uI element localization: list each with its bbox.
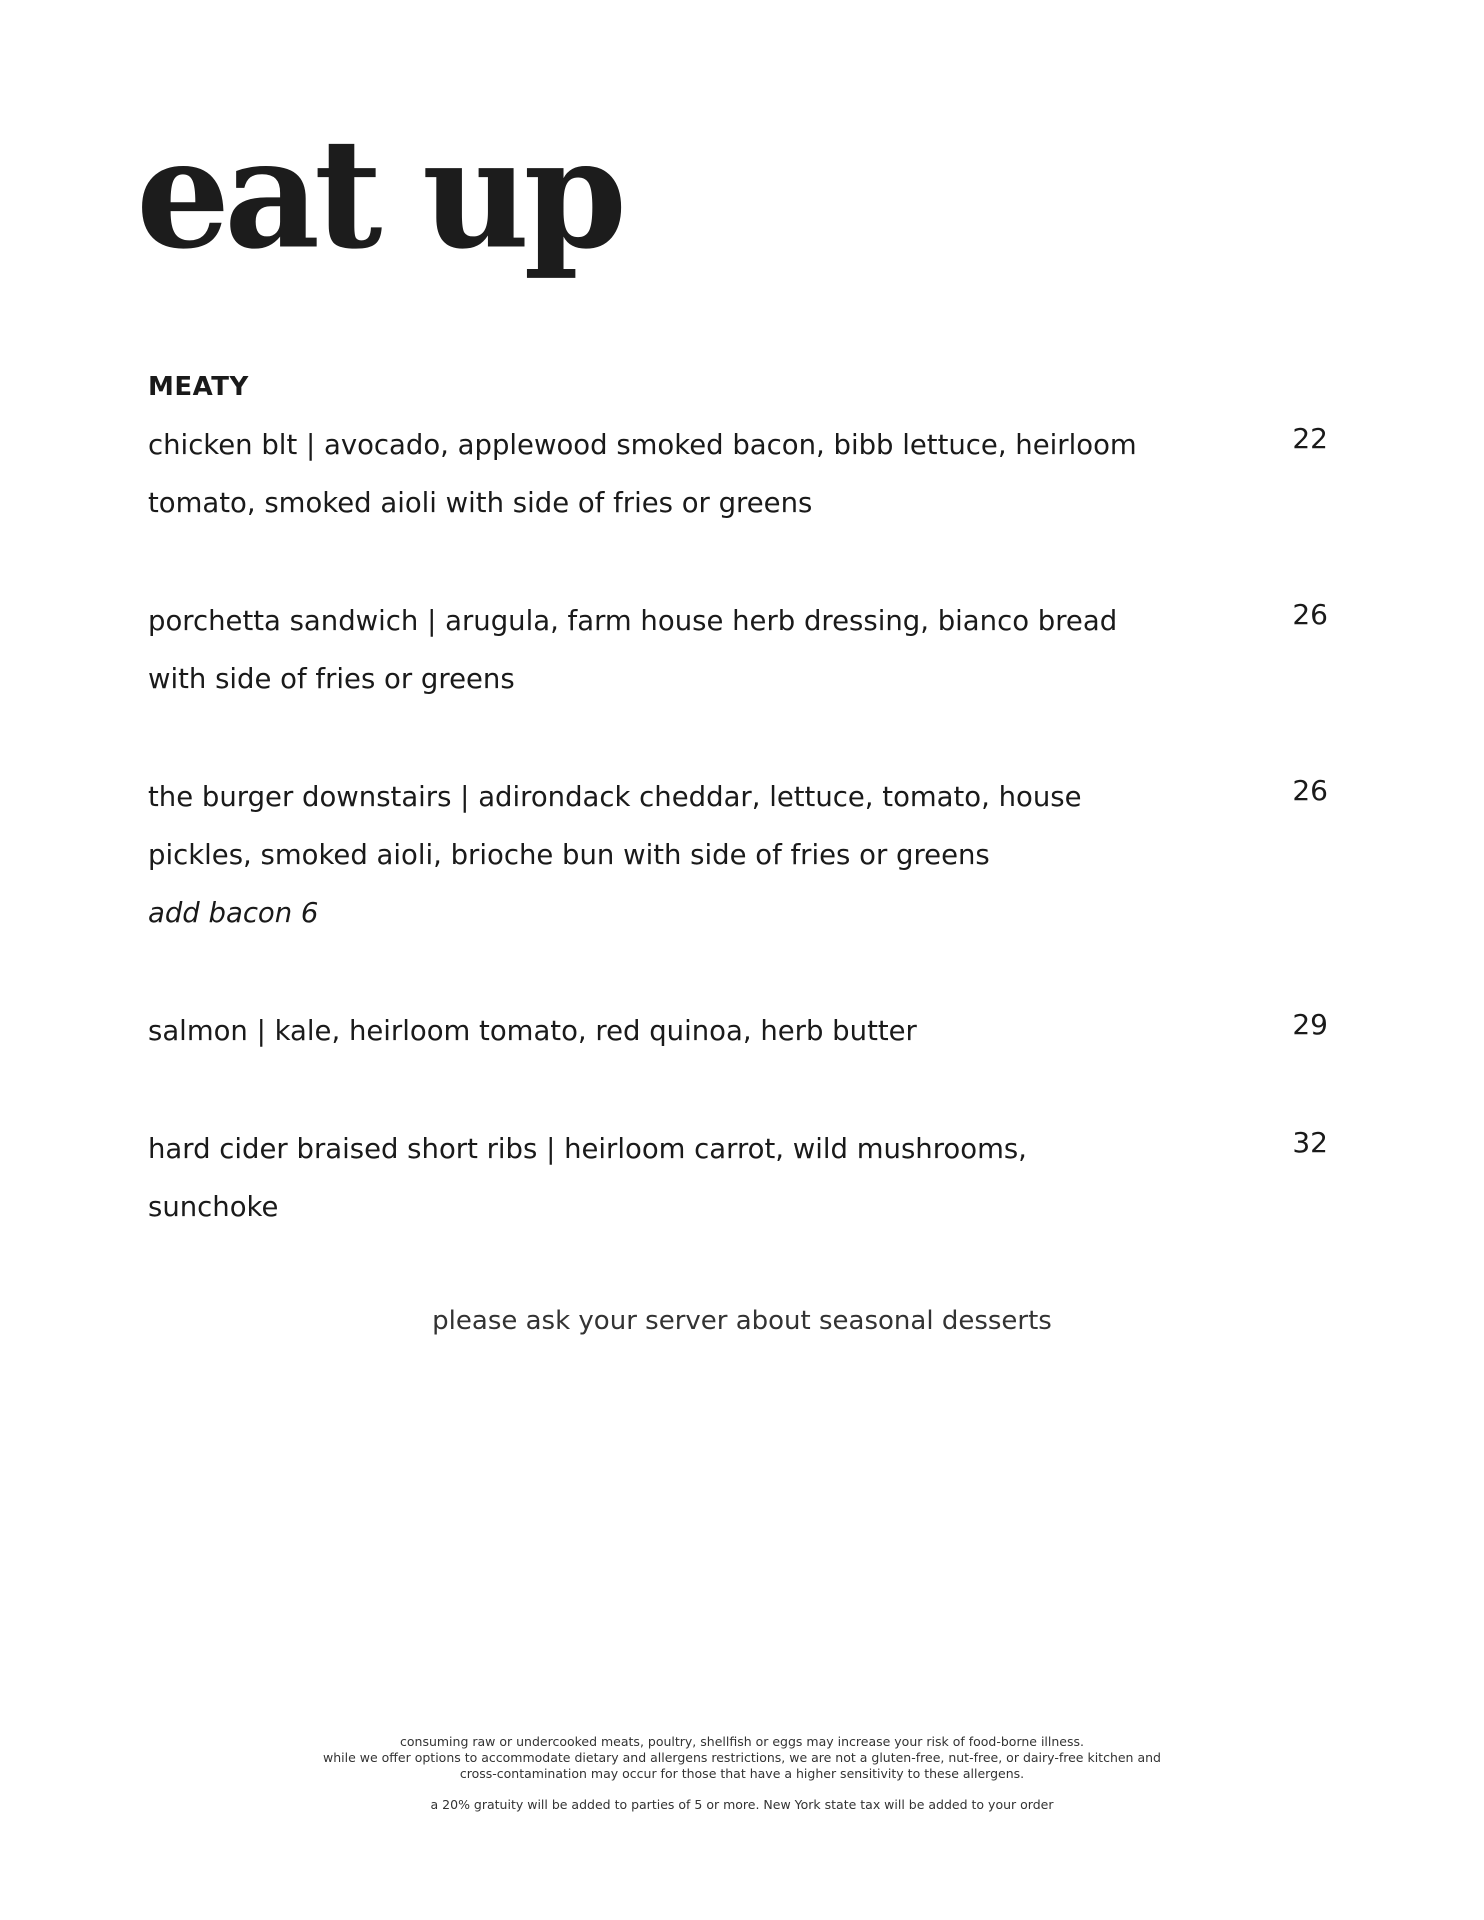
item-description: chicken blt | avocado, applewood smoked bacon, bibb lettuce, heirloom tomato, smoked aioli with side of fries or greens — [148, 429, 1137, 519]
disclaimer-line: cross-contamination may occur for those that have a higher sensitivity to these allergens. — [459, 1766, 1025, 1781]
disclaimer-line: while we offer options to accommodate dietary and allergens restrictions, we are not a gluten-free, nut-free, or dairy-free kitchen and — [323, 1750, 1161, 1765]
gratuity-note: a 20% gratuity will be added to parties of 5 or more. New York state tax will be added to your order — [430, 1797, 1054, 1812]
item-description: hard cider braised short ribs | heirloom carrot, wild mushrooms, sunchoke — [148, 1133, 1027, 1223]
dessert-note: please ask your server about seasonal desserts — [432, 1306, 1052, 1336]
menu-item-short-ribs — [148, 1120, 1336, 1236]
menu-item-burger-downstairs — [148, 768, 1336, 942]
item-description: porchetta sandwich | arugula, farm house herb dressing, bianco bread with side of fries or greens — [148, 605, 1118, 695]
item-addon: add bacon 6 — [148, 897, 319, 929]
allergen-disclaimer — [0, 1734, 1484, 1782]
menu-item-porchetta-sandwich — [148, 592, 1336, 708]
item-price: 22 — [1292, 422, 1328, 455]
item-price: 32 — [1292, 1126, 1328, 1159]
menu-item-chicken-blt — [148, 416, 1336, 532]
item-price: 26 — [1292, 774, 1328, 807]
item-description: the burger downstairs | adirondack cheddar, lettuce, tomato, house pickles, smoked aioli, brioche bun with side of fries or greens — [148, 781, 1082, 871]
item-price: 29 — [1292, 1008, 1328, 1041]
item-description: salmon | kale, heirloom tomato, red quinoa, herb butter — [148, 1015, 917, 1047]
menu-item-salmon — [148, 1002, 1336, 1060]
section-heading: MEATY — [148, 372, 249, 402]
disclaimer-line: consuming raw or undercooked meats, poultry, shellfish or eggs may increase your risk of food-borne illness. — [400, 1734, 1084, 1749]
menu-title: eat up — [136, 104, 622, 283]
item-price: 26 — [1292, 598, 1328, 631]
